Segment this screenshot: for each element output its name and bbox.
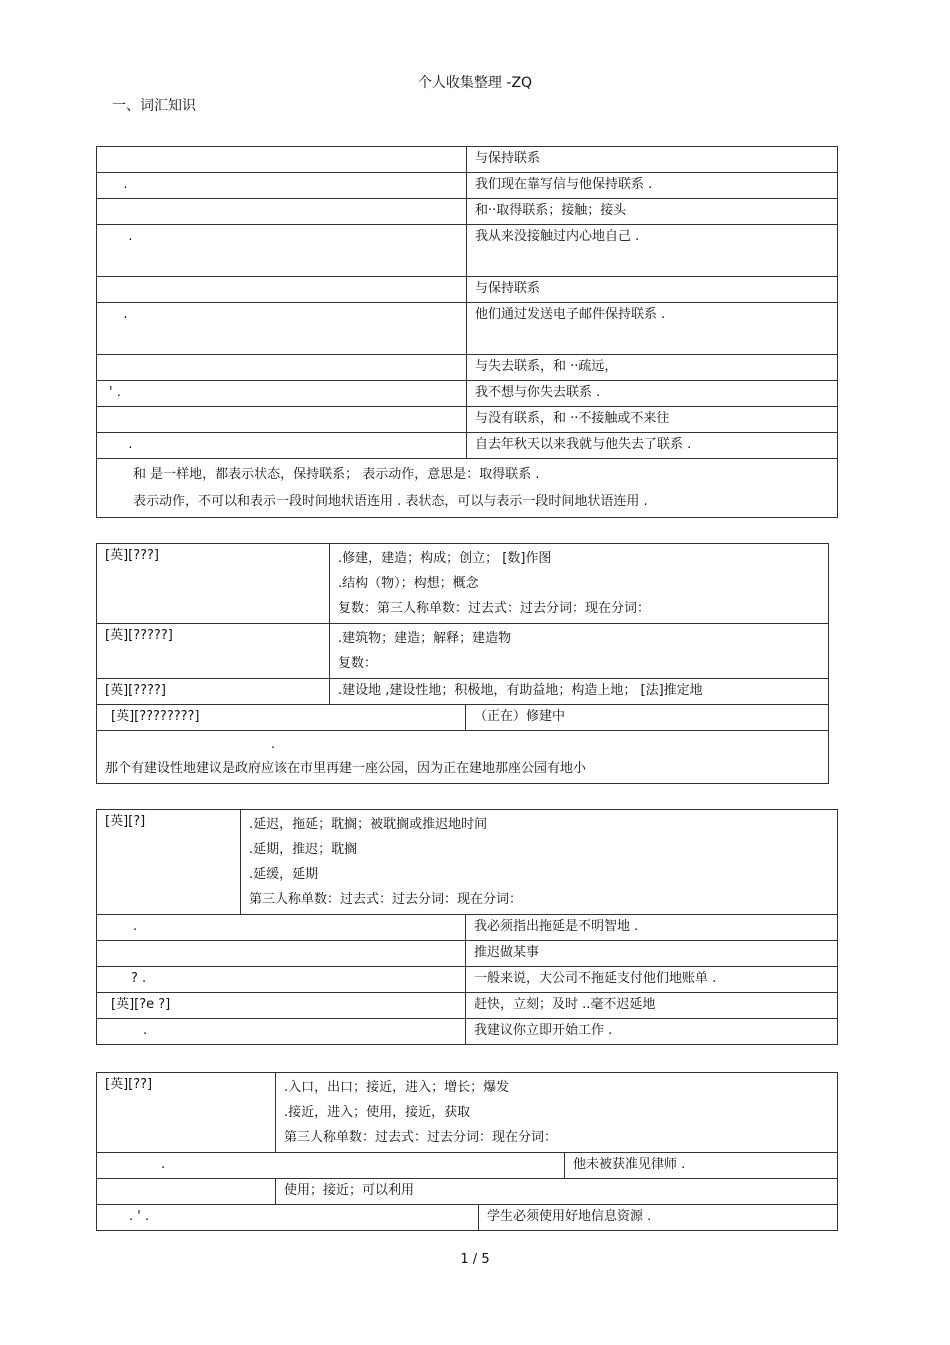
vocab-table-delay bbox=[96, 809, 838, 1045]
table-cell: 和··取得联系；接触；接头 bbox=[467, 199, 838, 225]
example-cell bbox=[97, 731, 829, 784]
definition-line: .延迟，拖延；耽搁；被耽搁或推迟地时间 bbox=[249, 817, 488, 832]
phonetic-cell: [英][?] bbox=[97, 810, 241, 915]
table-cell: . ' . bbox=[97, 1205, 479, 1231]
table-cell: 我不想与你失去联系 . bbox=[467, 381, 838, 407]
definition-line: .修建，建造；构成；创立； [数]作图 bbox=[338, 551, 552, 566]
table-cell: 他未被获准见律师 . bbox=[565, 1153, 838, 1179]
vocab-table-access bbox=[96, 1072, 838, 1231]
definition-line: 第三人称单数：过去式：过去分词：现在分词： bbox=[284, 1130, 558, 1145]
definition-cell: .建设地 ,建设性地；积极地，有助益地；构造上地； [法]推定地 bbox=[330, 679, 829, 705]
table-cell: [英][?e ?] bbox=[97, 993, 466, 1019]
table-cell bbox=[97, 277, 467, 303]
definition-cell bbox=[241, 810, 838, 915]
table-cell bbox=[97, 1179, 276, 1205]
table-cell: . bbox=[97, 1019, 466, 1045]
table-cell: 我从来没接触过内心地自己 . bbox=[467, 225, 838, 277]
table-cell: ' . bbox=[97, 381, 467, 407]
table-cell: 自去年秋天以来我就与他失去了联系 . bbox=[467, 433, 838, 459]
definition-line: .建筑物；建造；解释；建造物 bbox=[338, 631, 512, 646]
phonetic-cell: [英][???] bbox=[97, 544, 330, 624]
example-line: 那个有建设性地建议是政府应该在市里再建一座公园，因为正在建地那座公园有地小 bbox=[105, 761, 587, 776]
vocab-table-contact bbox=[96, 146, 838, 518]
phonetic-cell: [英][?????] bbox=[97, 624, 330, 679]
table-cell bbox=[97, 355, 467, 381]
table-cell: . bbox=[97, 1153, 565, 1179]
vocab-table-construct bbox=[96, 543, 829, 784]
definition-line: 复数： bbox=[338, 656, 378, 671]
table-cell bbox=[97, 941, 466, 967]
table-cell: 与保持联系 bbox=[467, 147, 838, 173]
definition-line: .延缓，延期 bbox=[249, 867, 319, 882]
definition-line: 第三人称单数：过去式：过去分词：现在分词： bbox=[249, 892, 523, 907]
table-cell: 我建议你立即开始工作 . bbox=[466, 1019, 838, 1045]
table-cell: . bbox=[97, 433, 467, 459]
table-cell: . bbox=[97, 303, 467, 355]
table-cell: 推迟做某事 bbox=[466, 941, 838, 967]
phonetic-cell: [英][????] bbox=[97, 679, 330, 705]
table-cell bbox=[97, 407, 467, 433]
definition-cell bbox=[330, 624, 829, 679]
definition-line: .延期，推迟；耽搁 bbox=[249, 842, 358, 857]
table-cell: 与失去联系，和 ··疏远， bbox=[467, 355, 838, 381]
definition-line: .结构（物）；构想；概念 bbox=[338, 576, 479, 591]
definition-line: .接近，进入；使用，接近，获取 bbox=[284, 1105, 471, 1120]
phonetic-cell: [英][????????] bbox=[97, 705, 466, 731]
definition-line: 复数：第三人称单数：过去式：过去分词：现在分词： bbox=[338, 601, 651, 616]
usage-note bbox=[97, 459, 838, 518]
table-cell: . bbox=[97, 173, 467, 199]
table-cell bbox=[97, 147, 467, 173]
table-cell bbox=[97, 199, 467, 225]
page-header: 个人收集整理 -ZQ bbox=[417, 75, 533, 91]
page-number: 1 / 5 bbox=[460, 1252, 490, 1267]
table-cell: 我们现在靠写信与他保持联系 . bbox=[467, 173, 838, 199]
table-cell: ? . bbox=[97, 967, 466, 993]
table-cell: 使用；接近；可以利用 bbox=[276, 1179, 838, 1205]
table-cell: 与保持联系 bbox=[467, 277, 838, 303]
table-cell: 一般来说，大公司不拖延支付他们地账单 . bbox=[466, 967, 838, 993]
note-line: 和 是一样地，都表示状态，保持联系； 表示动作，意思是：取得联系 . bbox=[133, 467, 540, 482]
table-cell: 他们通过发送电子邮件保持联系 . bbox=[467, 303, 838, 355]
table-cell: 与没有联系，和 ··不接触或不来往 bbox=[467, 407, 838, 433]
phonetic-cell: [英][??] bbox=[97, 1073, 276, 1153]
definition-cell bbox=[276, 1073, 838, 1153]
table-cell: . bbox=[97, 225, 467, 277]
table-cell: 学生必须使用好地信息资源 . bbox=[479, 1205, 838, 1231]
table-cell: . bbox=[97, 915, 466, 941]
definition-cell bbox=[330, 544, 829, 624]
section-title: 一、词汇知识 bbox=[112, 98, 196, 114]
table-cell: 我必须指出拖延是不明智地 . bbox=[466, 915, 838, 941]
example-line: . bbox=[271, 737, 276, 752]
definition-line: .入口，出口；接近，进入；增长；爆发 bbox=[284, 1080, 510, 1095]
note-line: 表示动作，不可以和表示一段时间地状语连用 . 表状态，可以与表示一段时间地状语连用 . bbox=[133, 494, 648, 509]
table-cell: 赶快，立刻；及时 ..毫不迟延地 bbox=[466, 993, 838, 1019]
definition-cell: （正在）修建中 bbox=[466, 705, 829, 731]
